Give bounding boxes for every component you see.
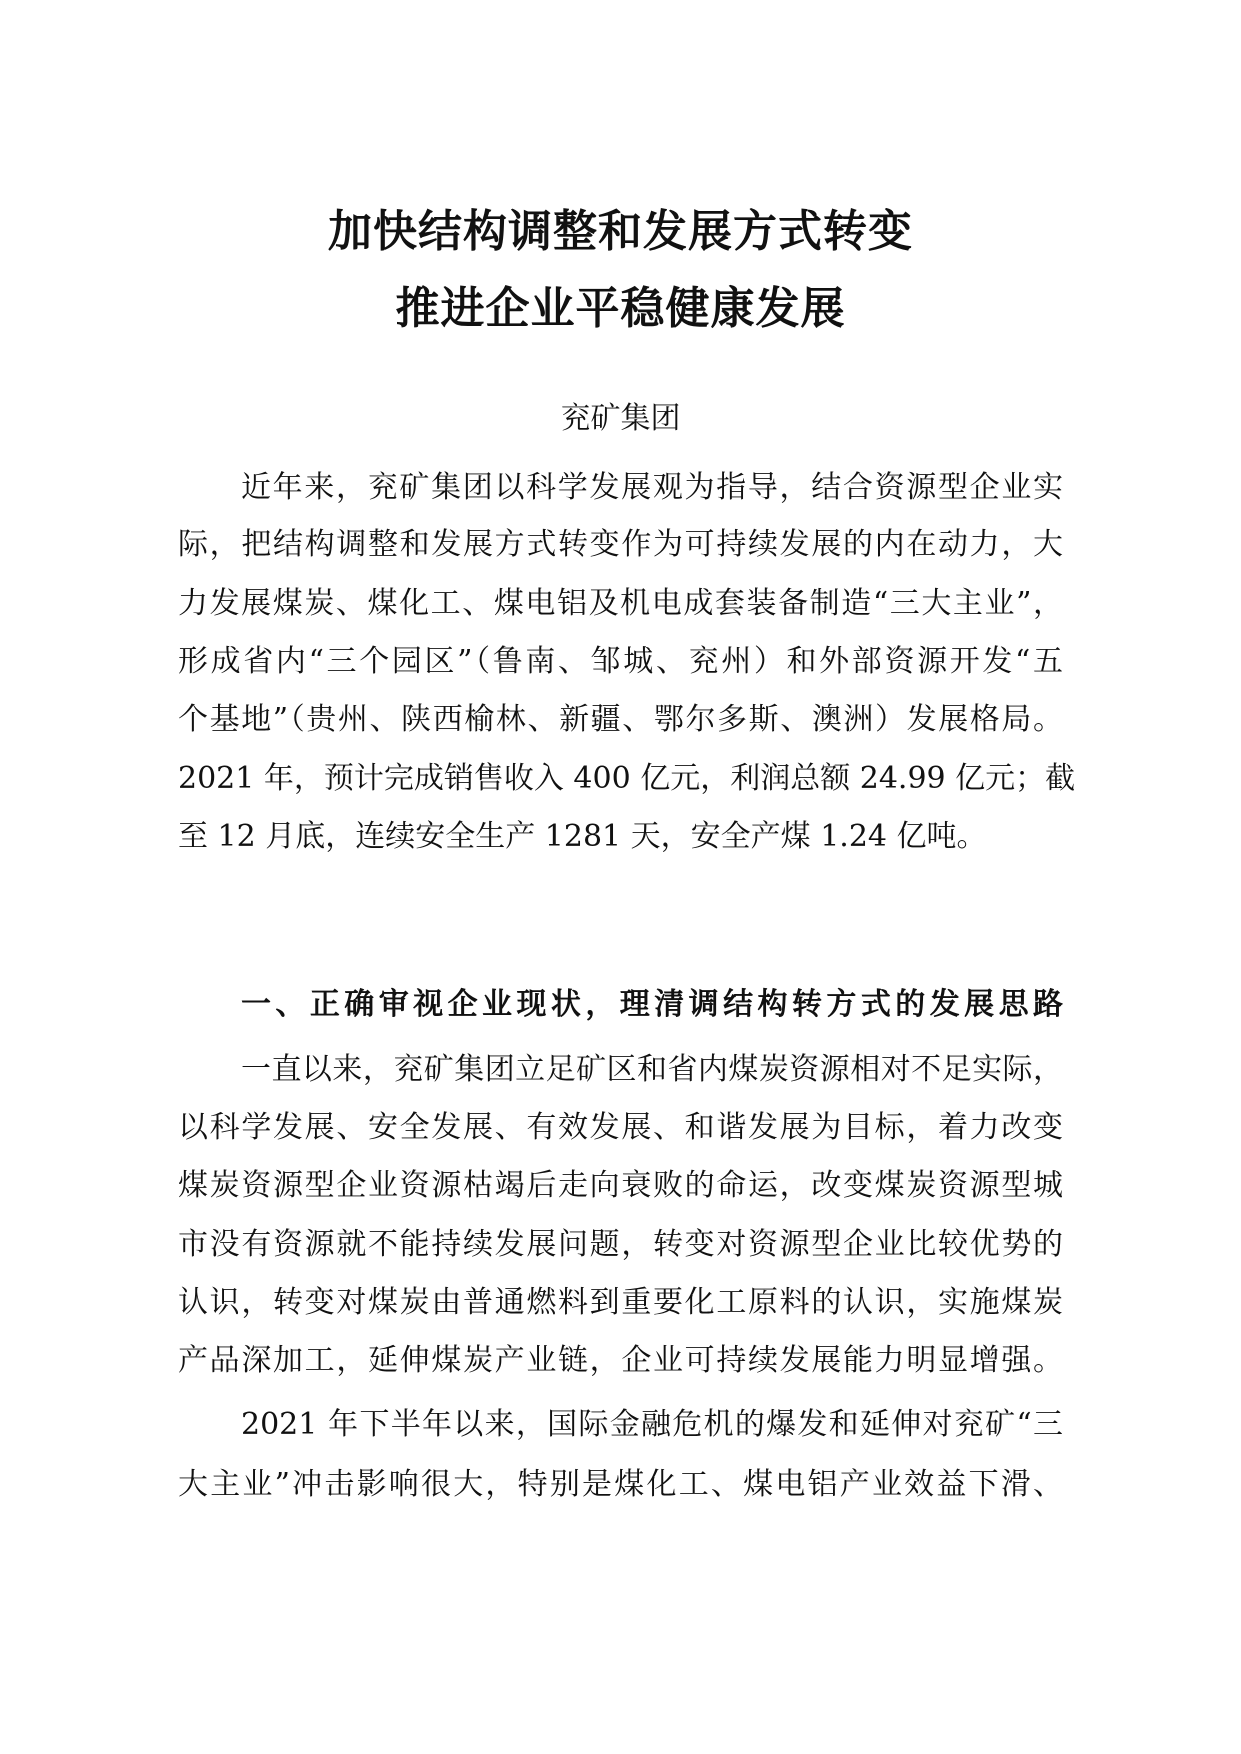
author: 兖矿集团 [560,401,681,436]
paragraph-2-line-5: 认识，转变对煤炭由普通燃料到重要化工原料的认识，实施煤炭 [178,1285,1063,1320]
paragraph-2-line-2: 以科学发展、安全发展、有效发展、和谐发展为目标，着力改变 [178,1110,1063,1145]
paragraph-1-line-3: 力发展煤炭、煤化工、煤电铝及机电成套装备制造“三大主业”， [178,586,1063,621]
paragraph-2-line-6: 产品深加工，延伸煤炭产业链，企业可持续发展能力明显增强。 [178,1343,1063,1378]
section-1-heading: 一、正确审视企业现状，理清调结构转方式的发展思路 [241,987,1063,1022]
paragraph-1-line-2: 际，把结构调整和发展方式转变作为可持续发展的内在动力，大 [178,527,1063,562]
paragraph-1-line-1: 近年来，兖矿集团以科学发展观为指导，结合资源型企业实 [241,470,1063,505]
paragraph-3-line-1: 2021 年下半年以来，国际金融危机的爆发和延伸对兖矿“三 [241,1407,1063,1442]
paragraph-3-line-2: 大主业”冲击影响很大，特别是煤化工、煤电铝产业效益下滑、 [178,1467,1063,1502]
paragraph-1-line-4: 形成省内“三个园区”（鲁南、邹城、兖州）和外部资源开发“五 [178,644,1063,679]
paragraph-2-line-4: 市没有资源就不能持续发展问题，转变对资源型企业比较优势的 [178,1227,1063,1262]
document-title-line-2: 推进企业平稳健康发展 [395,283,846,334]
paragraph-1-line-5: 个基地”（贵州、陕西榆林、新疆、鄂尔多斯、澳洲）发展格局。 [178,702,1063,737]
document-title-line-1: 加快结构调整和发展方式转变 [328,206,913,257]
paragraph-1-line-7: 至 12 月底，连续安全生产 1281 天，安全产煤 1.24 亿吨。 [178,819,987,854]
paragraph-2-line-1: 一直以来，兖矿集团立足矿区和省内煤炭资源相对不足实际， [241,1052,1063,1087]
paragraph-2-line-3: 煤炭资源型企业资源枯竭后走向衰败的命运，改变煤炭资源型城 [178,1168,1063,1203]
paragraph-1-line-6: 2021 年，预计完成销售收入 400 亿元，利润总额 24.99 亿元；截 [178,761,1076,796]
